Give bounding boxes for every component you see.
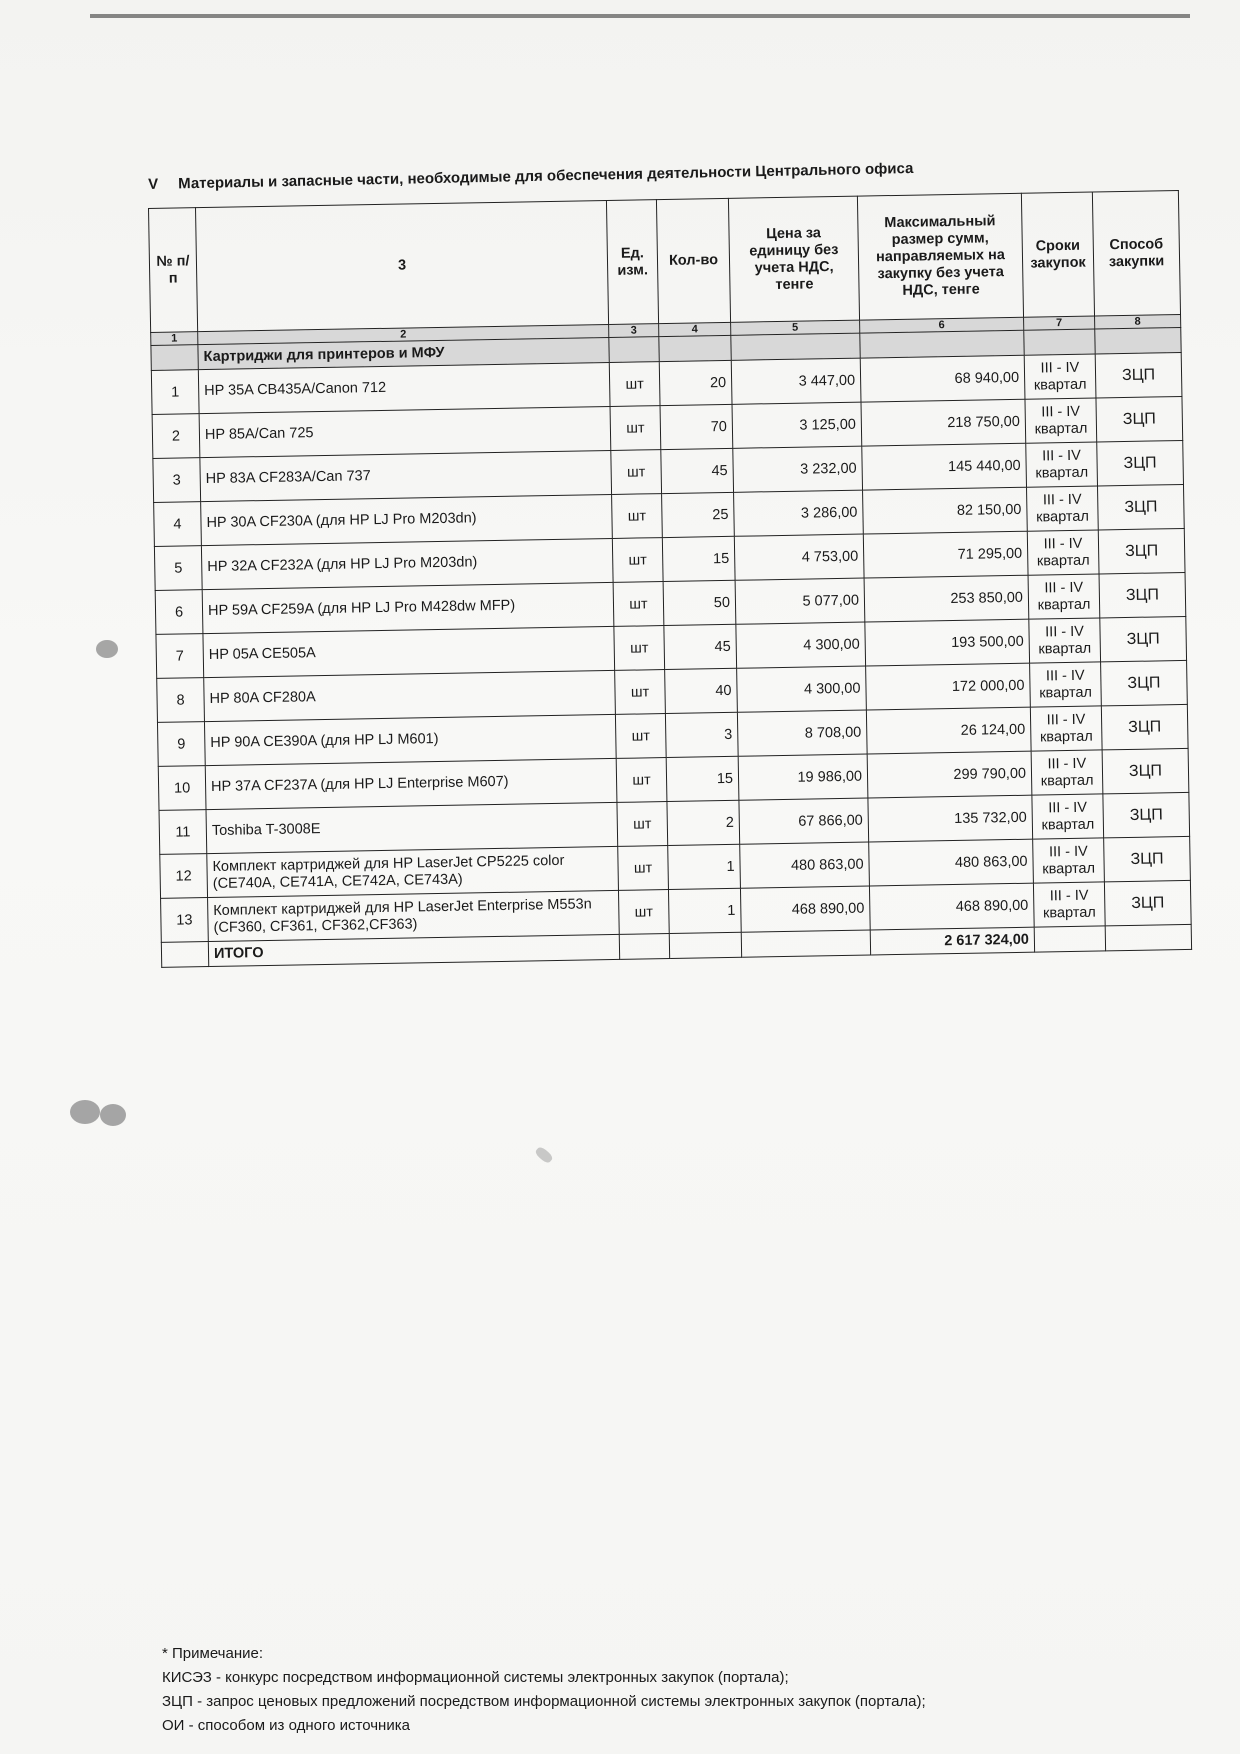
- item-term: III - IV квартал: [1030, 706, 1102, 751]
- row-number: 8: [157, 678, 205, 723]
- total-label: ИТОГО: [208, 934, 619, 966]
- item-name: HP 37A CF237A (для HP LJ Enterprise M607): [205, 758, 617, 809]
- item-quantity: 20: [659, 360, 732, 405]
- row-number: 6: [155, 590, 203, 635]
- empty-cell: [619, 934, 669, 960]
- row-number: 4: [154, 502, 202, 547]
- item-price: 3 232,00: [733, 446, 863, 492]
- item-quantity: 70: [660, 404, 733, 449]
- row-number: 3: [153, 458, 201, 503]
- row-number: 5: [154, 546, 202, 591]
- item-unit: шт: [616, 758, 667, 803]
- item-quantity: 1: [668, 844, 741, 889]
- item-max-amount: 26 124,00: [866, 707, 1031, 754]
- category-label: Картриджи для принтеров и МФУ: [198, 337, 609, 369]
- item-price: 4 300,00: [737, 666, 867, 712]
- item-method: ЗЦП: [1100, 616, 1187, 661]
- item-term: III - IV квартал: [1028, 574, 1100, 619]
- item-max-amount: 68 940,00: [860, 355, 1025, 402]
- section-title: Материалы и запасные части, необходимые для обеспечения деятельности Центрального офиса: [177, 159, 914, 193]
- item-method: ЗЦП: [1098, 528, 1185, 573]
- punch-hole-mark: [70, 1100, 100, 1124]
- header-unit: Ед. изм.: [606, 200, 658, 325]
- item-name: HP 83A CF283A/Can 737: [200, 450, 612, 501]
- item-unit: шт: [617, 802, 668, 847]
- item-method: ЗЦП: [1104, 880, 1191, 925]
- item-term: III - IV квартал: [1026, 442, 1098, 487]
- item-quantity: 15: [666, 756, 739, 801]
- header-row: [149, 191, 1181, 333]
- item-method: ЗЦП: [1102, 748, 1189, 793]
- empty-cell: [609, 337, 659, 363]
- empty-cell: [731, 333, 860, 360]
- page-edge-shadow: [90, 14, 1190, 18]
- item-method: ЗЦП: [1099, 572, 1186, 617]
- row-number: 13: [161, 898, 209, 943]
- punch-hole-mark: [96, 640, 118, 658]
- item-price: 19 986,00: [738, 754, 868, 800]
- item-unit: шт: [609, 362, 660, 407]
- header-price: Цена за единицу без учета НДС, тенге: [728, 196, 859, 322]
- item-price: 4 300,00: [736, 622, 866, 668]
- item-price: 8 708,00: [737, 710, 867, 756]
- column-number: 8: [1095, 314, 1181, 328]
- item-quantity: 45: [661, 448, 734, 493]
- item-price: 480 863,00: [740, 842, 870, 888]
- item-quantity: 50: [663, 580, 736, 625]
- item-method: ЗЦП: [1097, 440, 1184, 485]
- item-name: HP 80A CF280A: [204, 670, 616, 721]
- column-number: 1: [151, 332, 198, 346]
- item-max-amount: 218 750,00: [861, 399, 1026, 446]
- empty-cell: [860, 330, 1024, 358]
- item-unit: шт: [611, 450, 662, 495]
- item-max-amount: 71 295,00: [863, 531, 1028, 578]
- item-quantity: 15: [662, 536, 735, 581]
- row-number: 12: [160, 854, 208, 899]
- column-number: 3: [609, 324, 659, 338]
- footnote-line: КИСЭЗ - конкурс посредством информационной системы электронных закупок (портала);: [162, 1669, 789, 1686]
- item-quantity: 45: [664, 624, 737, 669]
- empty-cell: [1105, 924, 1191, 950]
- item-quantity: 3: [665, 712, 738, 757]
- row-number: 11: [159, 810, 207, 855]
- item-name: HP 59A CF259A (для HP LJ Pro M428dw MFP): [202, 582, 614, 633]
- item-method: ЗЦП: [1103, 792, 1190, 837]
- item-name: HP 35A CB435A/Canon 712: [198, 362, 610, 413]
- item-quantity: 40: [665, 668, 738, 713]
- item-max-amount: 253 850,00: [864, 575, 1029, 622]
- item-term: III - IV квартал: [1027, 530, 1099, 575]
- row-number: 2: [152, 414, 200, 459]
- column-number: 2: [198, 324, 609, 344]
- item-max-amount: 193 500,00: [865, 619, 1030, 666]
- item-quantity: 1: [668, 888, 741, 933]
- row-number: 7: [156, 634, 204, 679]
- section-number: V: [148, 175, 159, 193]
- scan-smudge: [534, 1145, 554, 1164]
- item-name: HP 90A CE390A (для HP LJ M601): [204, 714, 616, 765]
- item-name: Комплект картриджей для HP LaserJet CP5225 color (CE740A, CE741A, CE742A, CE743A): [207, 846, 619, 897]
- header-max-amount: Максимальный размер сумм, направляемых на закупку без учета НДС, тенге: [857, 193, 1023, 320]
- row-number: 1: [151, 370, 199, 415]
- item-term: III - IV квартал: [1027, 486, 1099, 531]
- item-quantity: 2: [667, 800, 740, 845]
- item-unit: шт: [615, 670, 666, 715]
- item-method: ЗЦП: [1097, 484, 1184, 529]
- item-term: III - IV квартал: [1025, 398, 1097, 443]
- item-method: ЗЦП: [1096, 396, 1183, 441]
- item-price: 5 077,00: [735, 578, 865, 624]
- column-number: 6: [860, 317, 1024, 333]
- item-quantity: 25: [662, 492, 735, 537]
- item-max-amount: 145 440,00: [862, 443, 1027, 490]
- item-term: III - IV квартал: [1030, 662, 1102, 707]
- header-term: Сроки закупок: [1021, 192, 1094, 317]
- header-method: Способ закупки: [1092, 191, 1180, 316]
- item-max-amount: 480 863,00: [869, 839, 1034, 886]
- empty-cell: [659, 335, 731, 361]
- item-term: III - IV квартал: [1032, 794, 1104, 839]
- empty-cell: [151, 345, 198, 371]
- empty-cell: [669, 932, 741, 958]
- column-number: 7: [1024, 316, 1095, 330]
- item-name: HP 05A CE505A: [203, 626, 615, 677]
- item-price: 468 890,00: [740, 886, 870, 932]
- header-name: 3: [196, 200, 609, 331]
- item-term: III - IV квартал: [1033, 882, 1105, 927]
- column-number: 4: [659, 322, 731, 336]
- item-name: HP 32A CF232A (для HP LJ Pro M203dn): [201, 538, 613, 589]
- item-max-amount: 299 790,00: [867, 751, 1032, 798]
- item-max-amount: 172 000,00: [866, 663, 1031, 710]
- item-price: 3 125,00: [732, 402, 862, 448]
- item-term: III - IV квартал: [1033, 838, 1105, 883]
- item-unit: шт: [610, 406, 661, 451]
- item-unit: шт: [612, 494, 663, 539]
- procurement-table-wrapper: [148, 190, 1192, 968]
- header-number: № п/п: [149, 208, 198, 333]
- item-unit: шт: [618, 890, 669, 935]
- footnote-title: * Примечание:: [162, 1645, 263, 1662]
- column-number: 5: [731, 320, 860, 335]
- item-unit: шт: [614, 626, 665, 671]
- item-max-amount: 135 732,00: [868, 795, 1033, 842]
- item-method: ЗЦП: [1104, 836, 1191, 881]
- empty-cell: [161, 942, 208, 968]
- footnote-line: ЗЦП - запрос ценовых предложений посредством информационной системы электронных закупок (портала);: [162, 1693, 926, 1710]
- row-number: 10: [158, 766, 206, 811]
- footnote-line: ОИ - способом из одного источника: [162, 1717, 410, 1734]
- footnote: [162, 1642, 1162, 1738]
- item-unit: шт: [613, 582, 664, 627]
- item-method: ЗЦП: [1101, 660, 1188, 705]
- item-unit: шт: [615, 714, 666, 759]
- item-method: ЗЦП: [1101, 704, 1188, 749]
- header-quantity: Кол-во: [656, 198, 730, 323]
- row-number: 9: [157, 722, 205, 767]
- section-heading: [148, 157, 1048, 193]
- item-term: III - IV квартал: [1024, 354, 1096, 399]
- item-name: HP 85A/Can 725: [199, 406, 611, 457]
- item-unit: шт: [612, 538, 663, 583]
- item-term: III - IV квартал: [1031, 750, 1103, 795]
- item-price: 67 866,00: [739, 798, 869, 844]
- item-name: Toshiba T-3008E: [206, 802, 618, 853]
- empty-cell: [1034, 926, 1105, 952]
- procurement-table: [148, 190, 1192, 968]
- item-price: 3 447,00: [731, 358, 861, 404]
- item-price: 3 286,00: [734, 490, 864, 536]
- punch-hole-mark: [100, 1104, 126, 1126]
- item-price: 4 753,00: [734, 534, 864, 580]
- item-max-amount: 82 150,00: [863, 487, 1028, 534]
- empty-cell: [1095, 327, 1181, 353]
- item-unit: шт: [618, 846, 669, 891]
- item-method: ЗЦП: [1095, 352, 1182, 397]
- empty-cell: [1024, 329, 1095, 355]
- item-term: III - IV квартал: [1029, 618, 1101, 663]
- total-value: 2 617 324,00: [870, 927, 1034, 955]
- item-name: Комплект картриджей для HP LaserJet Enterprise M553n (CF360, CF361, CF362,CF363): [208, 890, 620, 941]
- item-max-amount: 468 890,00: [869, 883, 1034, 930]
- empty-cell: [741, 930, 870, 957]
- item-name: HP 30A CF230A (для HP LJ Pro M203dn): [201, 494, 613, 545]
